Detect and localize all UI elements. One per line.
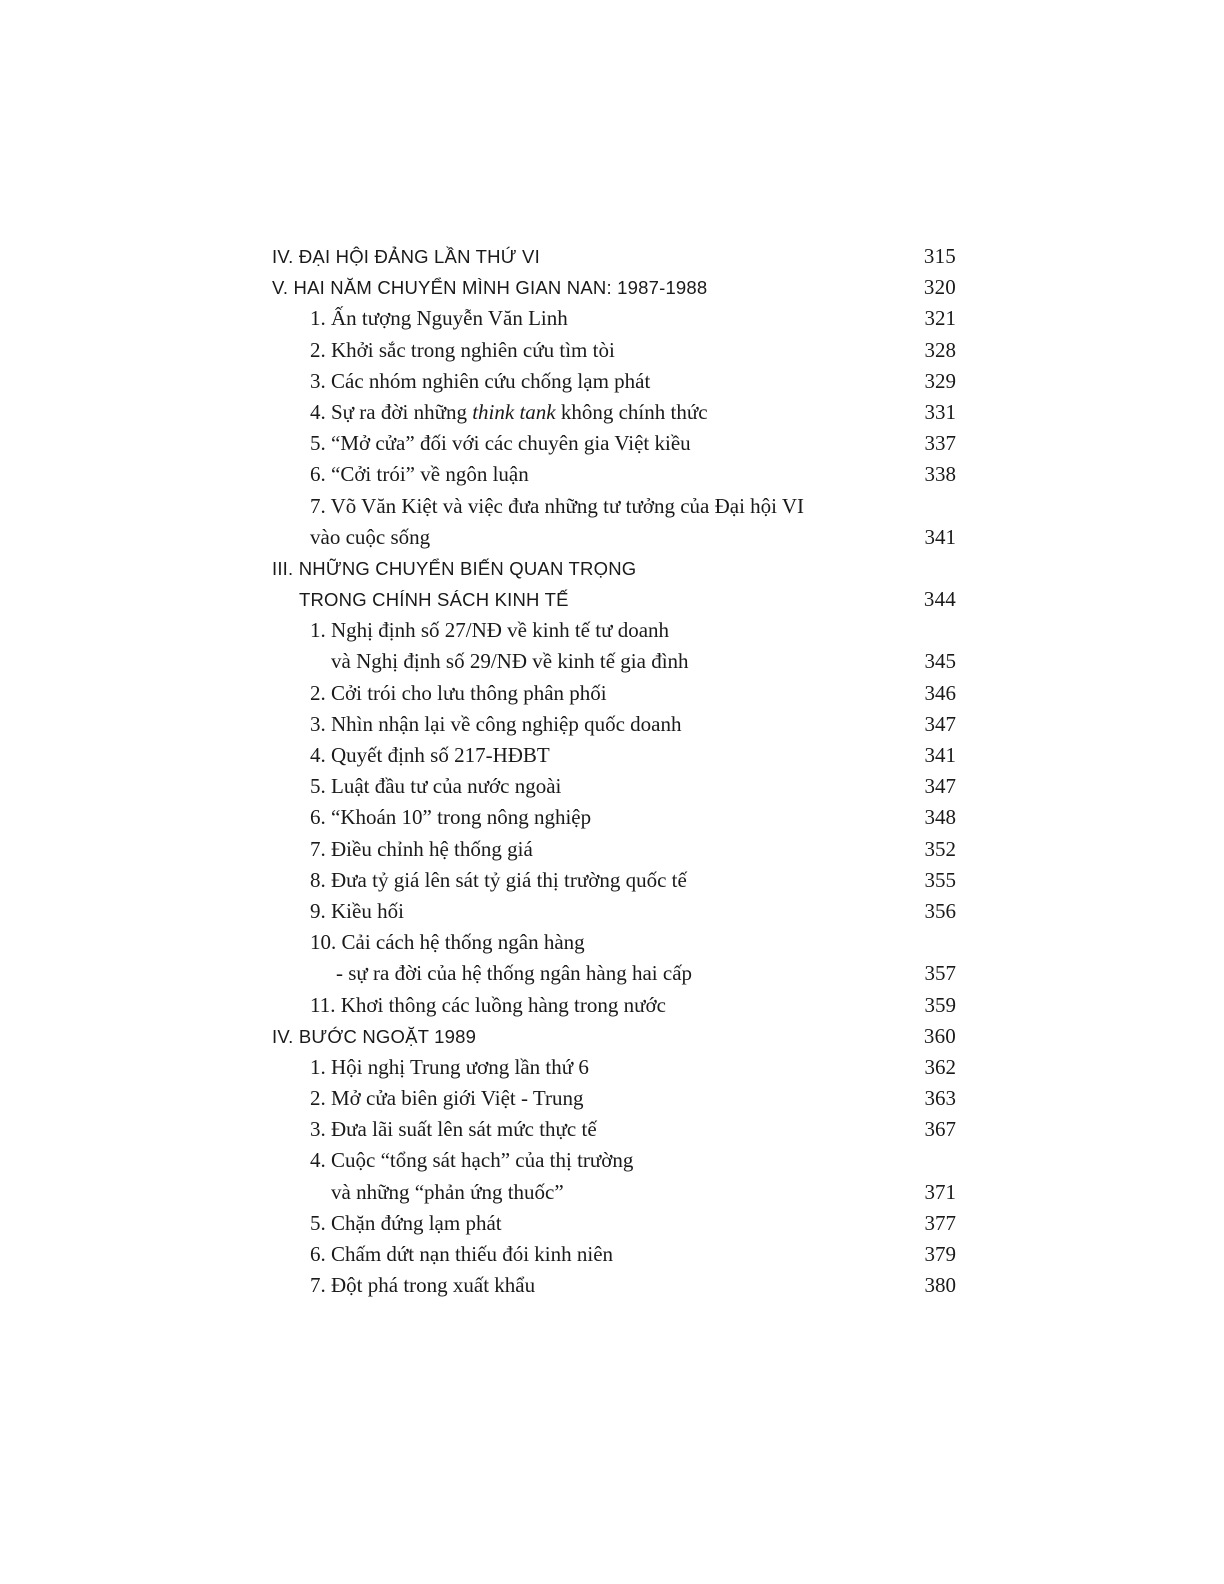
toc-page-number: 371 <box>924 1179 956 1204</box>
toc-page-number: 356 <box>924 898 956 923</box>
toc-page-number: 379 <box>924 1242 956 1266</box>
toc-item-continuation-row <box>272 1177 956 1208</box>
toc-item-continuation-row <box>272 522 956 553</box>
toc-page-number: 377 <box>924 1210 956 1235</box>
toc-entry-title: TRONG CHÍNH SÁCH KINH TẾ <box>299 589 569 611</box>
toc-item-row <box>272 1145 956 1176</box>
toc-entry-title: 10. Cải cách hệ thống ngân hàng <box>310 930 585 955</box>
toc-item-row <box>272 709 956 740</box>
toc-entry-title: III. NHỮNG CHUYỂN BIẾN QUAN TRỌNG <box>272 557 637 579</box>
toc-item-row <box>272 896 956 927</box>
toc-page-number: 357 <box>924 961 956 986</box>
toc-entry-title: 8. Đưa tỷ giá lên sát tỷ giá thị trường quốc tế <box>310 867 687 892</box>
toc-entry-title: 1. Ấn tượng Nguyễn Văn Linh <box>310 306 568 331</box>
toc-page-number: 344 <box>923 587 956 612</box>
toc-item-continuation-row <box>272 958 956 989</box>
toc-item-row <box>272 303 956 334</box>
toc-entry-title <box>310 400 708 424</box>
toc-entry-title: 5. “Mở cửa” đối với các chuyên gia Việt kiều <box>310 431 691 456</box>
toc-item-row <box>272 1270 956 1301</box>
toc-page-number: 355 <box>924 867 956 892</box>
toc-page-number: 321 <box>924 306 956 331</box>
toc-page-number: 347 <box>924 774 956 799</box>
toc-entry-title: 7. Điều chỉnh hệ thống giá <box>310 836 533 861</box>
toc-entry-title: 3. Đưa lãi suất lên sát mức thực tế <box>310 1117 597 1142</box>
toc-item-row <box>272 927 956 958</box>
toc-entry-title: 11. Khơi thông các luồng hàng trong nước <box>310 992 666 1017</box>
toc-item-row <box>272 1083 956 1114</box>
toc-entry-title: V. HAI NĂM CHUYỂN MÌNH GIAN NAN: 1987-1988 <box>272 277 708 299</box>
toc-page-number: 328 <box>924 337 956 362</box>
toc-entry-title: vào cuộc sống <box>310 524 431 549</box>
toc-entry-title: 5. Chặn đứng lạm phát <box>310 1210 502 1235</box>
toc-page-number: 363 <box>924 1086 956 1111</box>
toc-section-continuation-row <box>272 584 956 615</box>
toc-section-row <box>272 272 956 303</box>
toc-page-number: 331 <box>924 399 956 424</box>
toc-entry-title: - sự ra đời của hệ thống ngân hàng hai cấp <box>336 961 693 986</box>
toc-entry-title-end: không chính thức <box>555 399 708 424</box>
toc-section-row <box>272 241 956 272</box>
toc-entry-title: IV. BƯỚC NGOẶT 1989 <box>272 1025 477 1047</box>
toc-item-row <box>272 428 956 459</box>
toc-section-row <box>272 553 956 584</box>
toc-item-row <box>272 834 956 865</box>
toc-entry-title: 4. Quyết định số 217-HĐBT <box>310 743 550 767</box>
toc-page-number: 352 <box>924 836 956 861</box>
toc-entry-title: 9. Kiều hối <box>310 898 404 923</box>
toc-item-row <box>272 1052 956 1083</box>
toc-entry-title: 5. Luật đầu tư của nước ngoài <box>310 774 562 799</box>
toc-entry-title: 7. Đột phá trong xuất khẩu <box>310 1273 536 1298</box>
toc-page-number: 329 <box>924 368 956 393</box>
toc-page-number: 320 <box>923 275 956 300</box>
toc-entry-title: và Nghị định số 29/NĐ về kinh tế gia đình <box>331 649 689 674</box>
toc-page-number: 338 <box>924 462 956 487</box>
toc-page-number: 359 <box>924 992 956 1017</box>
toc-item-row <box>272 615 956 646</box>
toc-page-number: 341 <box>924 743 956 767</box>
toc-item-row <box>272 366 956 397</box>
toc-item-row <box>272 990 956 1021</box>
toc-item-row <box>272 678 956 709</box>
toc-page-number: 367 <box>924 1117 956 1142</box>
toc-entry-title: 6. “Cởi trói” về ngôn luận <box>310 462 529 487</box>
toc-page-number: 347 <box>924 711 956 736</box>
toc-entry-title: 6. “Khoán 10” trong nông nghiệp <box>310 805 592 830</box>
toc-page-number: 315 <box>923 244 956 268</box>
toc-entry-title: 6. Chấm dứt nạn thiếu đói kinh niên <box>310 1242 614 1266</box>
toc-entry-title: 1. Hội nghị Trung ương lần thứ 6 <box>310 1054 589 1079</box>
toc-item-row <box>272 397 956 428</box>
toc-entry-title-emphasis: think tank <box>472 399 556 424</box>
toc-page-number: 348 <box>924 805 956 830</box>
toc-page-number: 341 <box>924 524 956 549</box>
toc-entry-title: 3. Các nhóm nghiên cứu chống lạm phát <box>310 368 651 393</box>
toc-entry-title: 1. Nghị định số 27/NĐ về kinh tế tư doanh <box>310 618 670 643</box>
toc-entry-title: và những “phản ứng thuốc” <box>331 1179 564 1204</box>
toc-entry-title-start: 4. Sự ra đời những <box>310 399 473 424</box>
toc-page-number: 380 <box>924 1273 956 1298</box>
toc-entry-title: 4. Cuộc “tổng sát hạch” của thị trường <box>310 1148 634 1173</box>
toc-page-number: 360 <box>923 1023 956 1048</box>
toc-item-row <box>272 1239 956 1270</box>
toc-section-row <box>272 1021 956 1052</box>
toc-item-row <box>272 459 956 490</box>
toc-entry-title: 2. Cởi trói cho lưu thông phân phối <box>310 680 607 705</box>
toc-entry-title: 2. Khởi sắc trong nghiên cứu tìm tòi <box>310 337 615 362</box>
toc-page-number: 362 <box>924 1054 956 1079</box>
toc-page-number: 346 <box>924 680 956 705</box>
toc-item-row <box>272 1208 956 1239</box>
toc-item-row <box>272 491 956 522</box>
toc-item-continuation-row <box>272 646 956 677</box>
toc-entry-title: 7. Võ Văn Kiệt và việc đưa những tư tưởng của Đại hội VI <box>310 493 805 518</box>
toc-entry-title: IV. ĐẠI HỘI ĐẢNG LẦN THỨ VI <box>272 246 540 267</box>
toc-item-row <box>272 1114 956 1145</box>
toc-item-row <box>272 335 956 366</box>
toc-item-row <box>272 740 956 771</box>
toc-item-row <box>272 802 956 833</box>
toc-item-row <box>272 771 956 802</box>
toc-page-number: 345 <box>924 649 956 674</box>
toc-item-row <box>272 865 956 896</box>
table-of-contents <box>272 241 956 1301</box>
toc-entry-title: 2. Mở cửa biên giới Việt - Trung <box>310 1086 584 1111</box>
toc-page-number: 337 <box>924 431 956 456</box>
toc-entry-title: 3. Nhìn nhận lại về công nghiệp quốc doanh <box>310 711 682 736</box>
